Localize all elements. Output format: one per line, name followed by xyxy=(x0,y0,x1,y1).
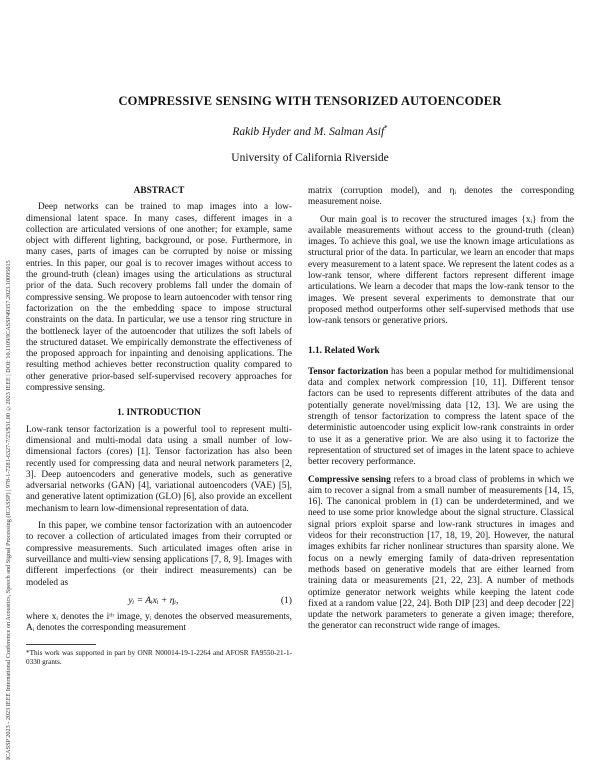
compressive-sensing-label: Compressive sensing xyxy=(308,474,391,485)
paper-title: COMPRESSIVE SENSING WITH TENSORIZED AUTOENCODER xyxy=(118,94,502,108)
right-column xyxy=(308,186,574,633)
compressive-sensing-paragraph xyxy=(308,475,574,633)
compressive-sensing-text: refers to a broad class of problems in which we aim to recover a signal from a small number of measurements [14, 15, 16]. The canonical problem in (1) can be underdetermined, and we need to use some prior knowledge about the signal structure. Classical signal priors exploit sparse and low-rank structures in images and videos for their reconstruction [17, 18, 19, 20]. However, the natural images exhibits far richer nonlinear structures than sparsity alone. We focus on a newly emerging family of data-driven representation methods based on generative models that are either learned from training data or measurements [21, 22, 23]. A number of methods optimize generator network weights while keeping the latent code fixed at a random value [22, 24]. Both DIP [23] and deep decoder [22] update the network parameters to generate a given image; therefore, the generator can reconstruct wide range of images. xyxy=(308,474,574,632)
doi-sidebar: ICASSP 2023 - 2023 IEEE International Conference on Acoustics, Speech and Signal Processing (ICASSP) | 978-1-7281-6327-7/23/$31.00 ©2023 IEEE | DOI: 10.1109/ICASSP49357.2023.10095015 xyxy=(5,260,12,760)
equation-1 xyxy=(26,595,292,606)
intro-continuation: matrix (corruption model), and ηᵢ denotes the corresponding measurement noise. xyxy=(308,186,574,208)
equation-formula: yᵢ = Aᵢxᵢ + ηᵢ, xyxy=(128,594,179,606)
tensor-factorization-paragraph xyxy=(308,367,574,469)
author-line xyxy=(60,124,560,138)
footnote-rule xyxy=(26,644,96,645)
goal-paragraph: Our main goal is to recover the structured images {xᵢ} from the available measurements without access to the ground-truth (clean) images. To achieve this goal, we use the known image articulations as structural prior of the data. In particular, we learn an encoder that maps every measurement to a latent space. We represent the latent codes as a low-rank tensor, where different factors represent different image articulations. We learn a decoder that maps the low-rank tensor to the images. We present several experiments to demonstrate that our proposed method outperforms other self-supervised methods that use low-rank tensors or generative priors. xyxy=(308,214,574,327)
author-footnote-mark: * xyxy=(384,124,388,132)
affiliation: University of California Riverside xyxy=(231,152,389,164)
tensor-factorization-label: Tensor factorization xyxy=(308,366,389,377)
author-names: Rakib Hyder and M. Salman Asif xyxy=(232,125,385,138)
funding-footnote: *This work was supported in part by ONR N00014-19-1-2264 and AFOSR FA9550-21-1-0330 grants. xyxy=(26,648,292,666)
intro-paragraph-2: In this paper, we combine tensor factorization with an autoencoder to recover a collection of articulated images from their corrupted or compressive measurements. Such articulated images often arise in surveillance and multi-view sensing applications [7, 8, 9]. Images with different imperfections (or their indirect measurements) can be modeled as xyxy=(26,521,292,588)
left-column xyxy=(26,186,292,667)
abstract-text: Deep networks can be trained to map images into a low-dimensional latent space. In many cases, different images in a collection are articulated versions of one another; for example, same object with different lighting, background, or pose. Furthermore, in many cases, parts of images can be corrupted by noise or missing entries. In this paper, our goal is to recover images without access to the ground-truth (clean) images using the articulations as structural prior of the data. Such recovery problems fall under the domain of compressive sensing. We propose to learn autoencoder with tensor ring factorization on the the embedding space to impose structural constraints on the data. In particular, we use a tensor ring structure in the bottleneck layer of the autoencoder that utilizes the soft labels of the structured dataset. We empirically demonstrate the effectiveness of the proposed approach for inpainting and denoising applications. The resulting method achieves better reconstruction quality compared to other generative prior-based self-supervised recovery approaches for compressive sensing. xyxy=(26,202,292,394)
related-work-heading: 1.1. Related Work xyxy=(308,345,380,356)
intro-paragraph-3: where xᵢ denotes the iᵗʰ image, yᵢ denotes the observed measurements, Aᵢ denotes the corresponding measurement xyxy=(26,612,292,634)
equation-number: (1) xyxy=(280,594,292,606)
tensor-factorization-text: has been a popular method for multidimensional data and complex network compression [10, 11]. Different tensor factors can be used to represents different attributes of the data and potentially generate novel/missing data [12, 13]. We are using the strength of tensor factorization to compress the latent space of the deterministic autoencoder using explicit low-rank constraints in order to use it as a generative prior. We are also using it to factorize the representation of structured set of images in the latent space to achieve better recovery performance. xyxy=(308,366,574,468)
intro-paragraph-1: Low-rank tensor factorization is a powerful tool to represent multi-dimensional and multi-modal data using a small number of low-dimensional factors (cores) [1]. Tensor factorization has also been recently used for compressing data and neural network parameters [2, 3]. Deep autoencoders and generative models, such as generative adversarial networks (GAN) [4], variational autoencoders (VAE) [5], and generative latent optimization (GLO) [6], also provide an excellent mechanism to learn low-dimensional representation of data. xyxy=(26,424,292,514)
intro-heading: 1. INTRODUCTION xyxy=(117,408,201,419)
abstract-heading: ABSTRACT xyxy=(133,186,185,196)
